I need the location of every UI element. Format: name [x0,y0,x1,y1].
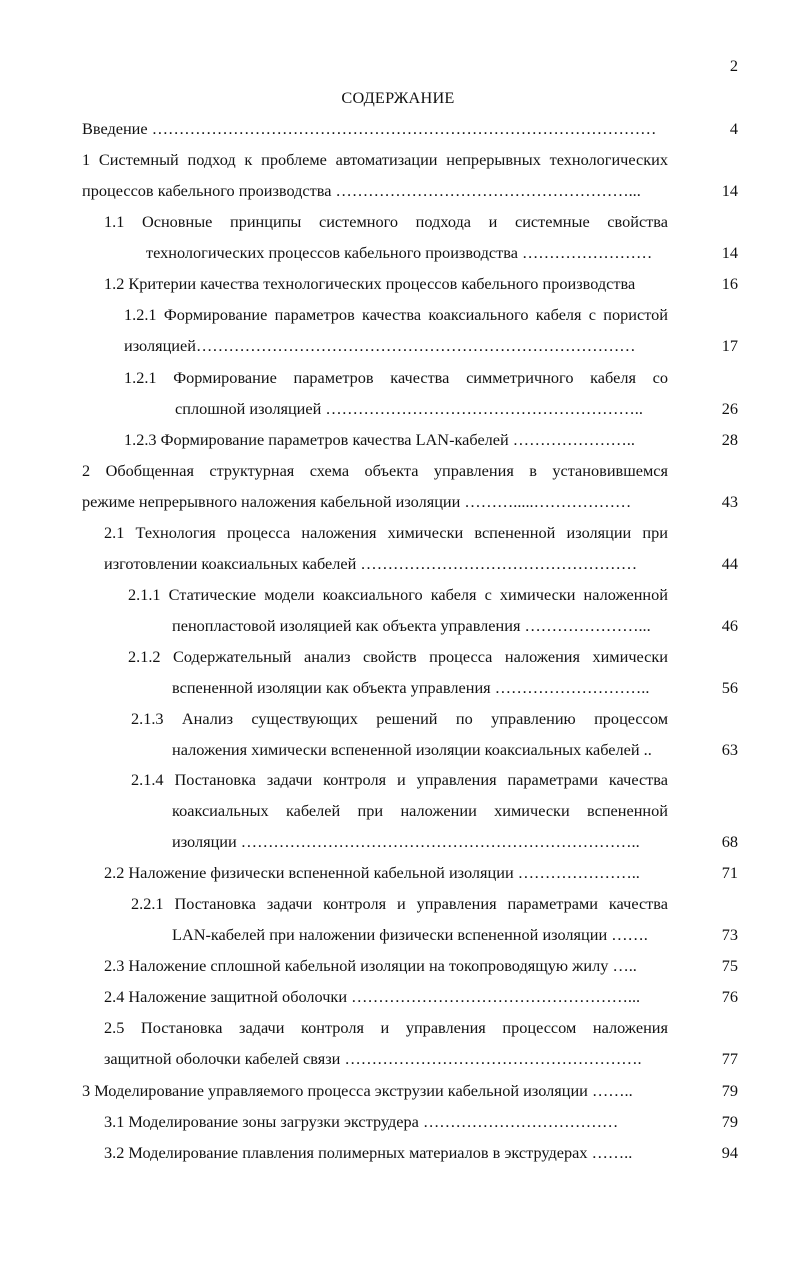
toc-entry-text: наложения химически вспененной изоляции коаксиальных кабелей .. [172,740,652,759]
toc-entry-text: 1 Системный подход к проблеме автоматизации непрерывных технологических [82,150,668,169]
toc-entry-text: 2.2.1 Постановка задачи контроля и управления параметрами качества [131,894,668,913]
toc-entry-line [128,646,668,668]
toc-entry-text: 1.2.1 Формирование параметров качества симметричного кабеля со [124,368,668,387]
toc-entry-line [172,615,668,637]
toc-entry-line [82,118,668,140]
toc-entry-text: 3 Моделирование управляемого процесса экструзии кабельной изоляции …….. [82,1081,633,1100]
toc-entry-text: технологических процессов кабельного производства …………………… [146,243,653,262]
toc-entry-line [146,242,668,264]
toc-entry-text: изоляцией……………………………………………………………………… [124,336,636,355]
toc-entry-line [124,429,668,451]
toc-entry-line [104,1048,668,1070]
toc-entry-text: пенопластовой изоляцией как объекта управления …………………... [172,616,651,635]
toc-page-number: 68 [721,832,738,851]
toc-page-number: 43 [721,492,738,511]
toc-page-number: 26 [721,399,738,418]
toc-entry-line [172,800,668,822]
toc-entry-text: 2.1.3 Анализ существующих решений по управлению процессом [131,709,668,728]
toc-entry-line [104,211,668,233]
toc-page-number: 28 [721,430,738,449]
toc-entry-line [104,986,668,1008]
toc-page-number: 76 [721,987,738,1006]
toc-entry-line [124,367,668,389]
toc-entry-line [104,1017,668,1039]
toc-entry-line [82,1080,668,1102]
toc-entry-text: 2.1.4 Постановка задачи контроля и управления параметрами качества [131,770,668,789]
toc-page-number: 14 [721,243,738,262]
toc-entry-text: 2.5 Постановка задачи контроля и управления процессом наложения [104,1018,668,1037]
toc-entry-text: 1.2 Критерии качества технологических процессов кабельного производства [104,274,636,293]
toc-page-number: 17 [721,336,738,355]
toc-entry-line [124,335,668,357]
toc-entry-line [131,769,668,791]
toc-entry-line [104,1142,668,1164]
toc-page-number: 16 [721,274,738,293]
toc-entry-line [131,893,668,915]
toc-page-number: 94 [721,1143,738,1162]
page-number: 2 [729,56,738,75]
toc-page-number: 75 [721,956,738,975]
toc-entry-line [82,180,668,202]
toc-page-number: 4 [729,119,738,138]
toc-entry-line [172,831,668,853]
toc-entry-text: 1.2.3 Формирование параметров качества LAN-кабелей ………………….. [124,430,635,449]
toc-entry-text: 2.4 Наложение защитной оболочки ……………………………………………... [104,987,641,1006]
toc-entry-line [175,398,668,420]
toc-entry-line [104,273,668,295]
toc-page-number: 46 [721,616,738,635]
toc-entry-text: 3.1 Моделирование зоны загрузки экструдера ……………………………… [104,1112,619,1131]
toc-entry-text: 2.2 Наложение физически вспененной кабельной изоляции ………………….. [104,863,640,882]
toc-page-number: 63 [721,740,738,759]
toc-entry-line [82,460,668,482]
toc-entry-line [104,553,668,575]
toc-entry-text: 2.1.2 Содержательный анализ свойств процесса наложения химически [128,647,668,666]
toc-page-number: 77 [721,1049,738,1068]
toc-entry-line [131,708,668,730]
toc-page-number: 73 [721,925,738,944]
toc-entry-text: сплошной изоляцией ………………………………………………….. [175,399,643,418]
toc-entry-text: 2.1 Технология процесса наложения химически вспененной изоляции при [104,523,668,542]
toc-entry-text: 1.1 Основные принципы системного подхода и системные свойства [104,212,668,231]
toc-entry-line [128,584,668,606]
toc-entry-text: LAN-кабелей при наложении физически вспененной изоляции ……. [172,925,648,944]
toc-entry-line [172,924,668,946]
toc-page-number: 14 [721,181,738,200]
toc-entry-text: 2.3 Наложение сплошной кабельной изоляции на токопроводящую жилу ….. [104,956,637,975]
toc-page-number: 44 [721,554,738,573]
toc-entry-text: 2 Обобщенная структурная схема объекта управления в установившемся [82,461,668,480]
toc-entry-line [82,149,668,171]
toc-entry-text: 1.2.1 Формирование параметров качества коаксиального кабеля с пористой [124,305,668,324]
toc-entry-text: 3.2 Моделирование плавления полимерных материалов в экструдерах …….. [104,1143,633,1162]
toc-entry-line [104,862,668,884]
toc-entry-line [104,955,668,977]
toc-entry-text: вспененной изоляции как объекта управления ……………………….. [172,678,650,697]
toc-page-number: 71 [721,863,738,882]
toc-page-number: 79 [721,1112,738,1131]
toc-entry-text: режиме непрерывного наложения кабельной изоляции ……….....……………… [82,492,632,511]
toc-page-number: 56 [721,678,738,697]
toc-entry-text: 2.1.1 Статические модели коаксиального кабеля с химически наложенной [128,585,668,604]
toc-entry-text: Введение ………………………………………………………………………………… [82,119,657,138]
toc-entry-line [82,491,668,513]
toc-entry-line [104,1111,668,1133]
toc-entry-text: изоляции ……………………………………………………………….. [172,832,640,851]
toc-entry-line [124,304,668,326]
toc-entry-line [172,677,668,699]
toc-entry-text: процессов кабельного производства ………………………………………………... [82,181,641,200]
toc-entry-text: защитной оболочки кабелей связи ………………………………………………. [104,1049,642,1068]
toc-entry-line [172,739,668,761]
page-title: СОДЕРЖАНИЕ [341,88,455,107]
toc-entry-text: коаксиальных кабелей при наложении химически вспененной [172,801,668,820]
toc-page-number: 79 [721,1081,738,1100]
toc-entry-text: изготовлении коаксиальных кабелей …………………………………………… [104,554,638,573]
toc-entry-line [104,522,668,544]
